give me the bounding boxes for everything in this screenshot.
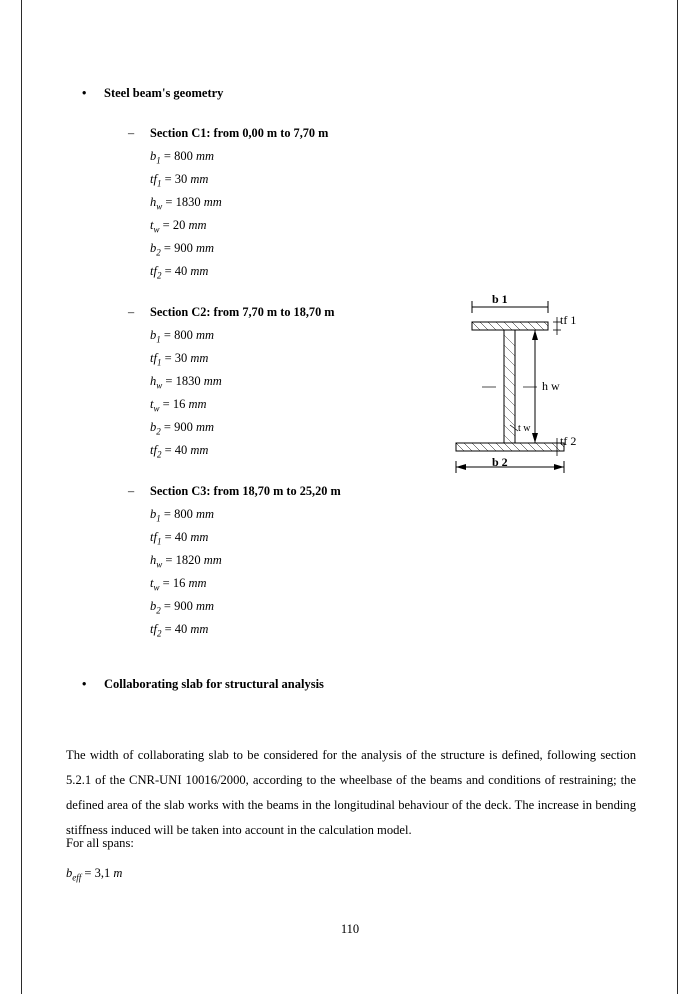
param-symbol: b [150, 149, 157, 163]
param-symbol: h [150, 553, 157, 567]
param-symbol: b [150, 328, 157, 342]
param-value: 1830 [175, 374, 201, 388]
param-tf1-c1: $tf_1 = 30$ mm [150, 172, 209, 189]
param-symbol: b [150, 599, 157, 613]
param-subscript: w [153, 403, 160, 414]
page-number: 110 [340, 922, 360, 936]
param-symbol: h [150, 374, 157, 388]
param-subscript: 2 [156, 270, 162, 281]
param-unit: mm [188, 218, 207, 232]
param-hw-c2: $h_w = 1830$ mm [150, 374, 222, 391]
dash-icon: – [128, 126, 135, 140]
param-unit: mm [190, 172, 209, 186]
param-value: 900 [174, 241, 193, 255]
param-subscript: 1 [156, 513, 161, 524]
param-unit: mm [195, 599, 214, 613]
param-tw-c3: $t_w = 16$ mm [150, 576, 207, 593]
bullet-icon: • [82, 677, 87, 691]
param-symbol: b [150, 241, 157, 255]
dash-icon: – [128, 484, 135, 498]
param-value: 20 [172, 218, 186, 232]
param-symbol: tf [150, 443, 157, 457]
result-beff: $b_{eff} = 3,1$ m [66, 866, 123, 883]
result-unit: m [113, 866, 123, 880]
bullet-icon: • [82, 86, 87, 100]
param-symbol: tf [150, 264, 157, 278]
param-b2-c1: $b_2 = 900$ mm [150, 241, 214, 258]
param-unit: mm [195, 241, 214, 255]
param-symbol: t [150, 218, 154, 232]
param-subscript: 2 [156, 628, 162, 639]
param-value: 16 [172, 397, 186, 411]
param-tw-c2: $t_w = 16$ mm [150, 397, 207, 414]
param-subscript: w [156, 559, 163, 570]
param-symbol: tf [150, 172, 157, 186]
param-tf1-c3: $tf_1 = 40$ mm [150, 530, 209, 547]
param-unit: mm [188, 576, 207, 590]
param-b1-c1: $b_1 = 800$ mm [150, 149, 214, 166]
param-unit: mm [203, 553, 222, 567]
param-symbol: h [150, 195, 157, 209]
subheading-section-c1 [128, 126, 328, 141]
param-subscript: 2 [156, 605, 161, 616]
label-tw: t w [518, 423, 531, 434]
param-unit: mm [188, 397, 207, 411]
param-subscript: 2 [156, 426, 161, 437]
result-symbol: b [66, 866, 73, 880]
param-symbol: tf [150, 530, 157, 544]
label-tf2: tf 2 [560, 434, 577, 448]
param-subscript: 1 [156, 178, 162, 189]
subheading-text: Section C3: from 18,70 m to 25,20 m [150, 484, 341, 498]
param-symbol: tf [150, 622, 157, 636]
param-unit: mm [195, 328, 214, 342]
param-value: 1830 [175, 195, 201, 209]
heading-steel-beam-geometry [82, 86, 223, 101]
param-subscript: w [156, 380, 163, 391]
param-value: 30 [174, 172, 188, 186]
label-hw: h w [542, 379, 560, 393]
dash-icon: – [128, 305, 135, 319]
param-subscript: 1 [156, 155, 161, 166]
param-symbol: b [150, 420, 157, 434]
param-hw-c3: $h_w = 1820$ mm [150, 553, 222, 570]
param-value: 40 [174, 443, 188, 457]
param-unit: mm [190, 264, 209, 278]
param-hw-c1: $h_w = 1830$ mm [150, 195, 222, 212]
param-subscript: 2 [156, 449, 162, 460]
param-tf2-c2: $tf_2 = 40$ mm [150, 443, 209, 460]
subheading-text: Section C2: from 7,70 m to 18,70 m [150, 305, 335, 319]
param-unit: mm [195, 149, 214, 163]
param-b1-c2: $b_1 = 800$ mm [150, 328, 214, 345]
param-unit: mm [190, 443, 209, 457]
param-value: 900 [174, 599, 193, 613]
subheading-section-c2 [128, 305, 335, 320]
heading-text: Collaborating slab for structural analysis [104, 677, 324, 691]
subheading-text: Section C1: from 0,00 m to 7,70 m [150, 126, 329, 140]
param-value: 40 [174, 264, 188, 278]
param-b2-c2: $b_2 = 900$ mm [150, 420, 214, 437]
param-subscript: 1 [156, 536, 162, 547]
param-unit: mm [190, 530, 209, 544]
param-tw-c1: $t_w = 20$ mm [150, 218, 207, 235]
param-unit: mm [195, 420, 214, 434]
i-beam-cross-section-diagram [430, 292, 620, 495]
param-subscript: 2 [156, 247, 161, 258]
param-symbol: tf [150, 351, 157, 365]
param-unit: mm [203, 195, 222, 209]
result-subscript: eff [72, 872, 82, 883]
param-b1-c3: $b_1 = 800$ mm [150, 507, 214, 524]
paragraph-collaborating-slab: The width of collaborating slab to be considered for the analysis of the structure is defined, following section 5.2.1 of the CNR-UNI 10016/2000, according to the wheelbase of the beams and conditions of restraining; the defined area of the slab works with the beams in the longitudinal behaviour of the deck. The increase in bending stiffness induced will be taken into account in the calculation model. [66, 748, 636, 837]
label-b2: b 2 [492, 455, 508, 469]
label-b1: b 1 [492, 292, 508, 306]
param-value: 800 [174, 507, 193, 521]
subheading-section-c3 [128, 484, 341, 499]
param-value: 800 [174, 328, 193, 342]
i-beam-svg [430, 295, 620, 495]
param-symbol: b [150, 507, 157, 521]
label-tf1: tf 1 [560, 313, 577, 327]
param-value: 30 [174, 351, 188, 365]
param-symbol: t [150, 576, 154, 590]
param-subscript: w [156, 201, 163, 212]
result-value: 3,1 [94, 866, 111, 880]
lead-in-for-all-spans: For all spans: [66, 836, 134, 850]
param-tf2-c3: $tf_2 = 40$ mm [150, 622, 209, 639]
param-unit: mm [190, 622, 209, 636]
param-subscript: 1 [156, 334, 161, 345]
param-unit: mm [195, 507, 214, 521]
param-value: 16 [172, 576, 186, 590]
param-tf2-c1: $tf_2 = 40$ mm [150, 264, 209, 281]
heading-collaborating-slab [82, 677, 324, 692]
param-value: 900 [174, 420, 193, 434]
param-unit: mm [190, 351, 209, 365]
param-subscript: 1 [156, 357, 162, 368]
param-b2-c3: $b_2 = 900$ mm [150, 599, 214, 616]
param-subscript: w [153, 224, 160, 235]
param-tf1-c2: $tf_1 = 30$ mm [150, 351, 209, 368]
param-value: 1820 [175, 553, 201, 567]
param-value: 40 [174, 530, 188, 544]
param-value: 40 [174, 622, 188, 636]
param-symbol: t [150, 397, 154, 411]
param-value: 800 [174, 149, 193, 163]
param-unit: mm [203, 374, 222, 388]
param-subscript: w [153, 582, 160, 593]
heading-text: Steel beam's geometry [104, 86, 224, 100]
